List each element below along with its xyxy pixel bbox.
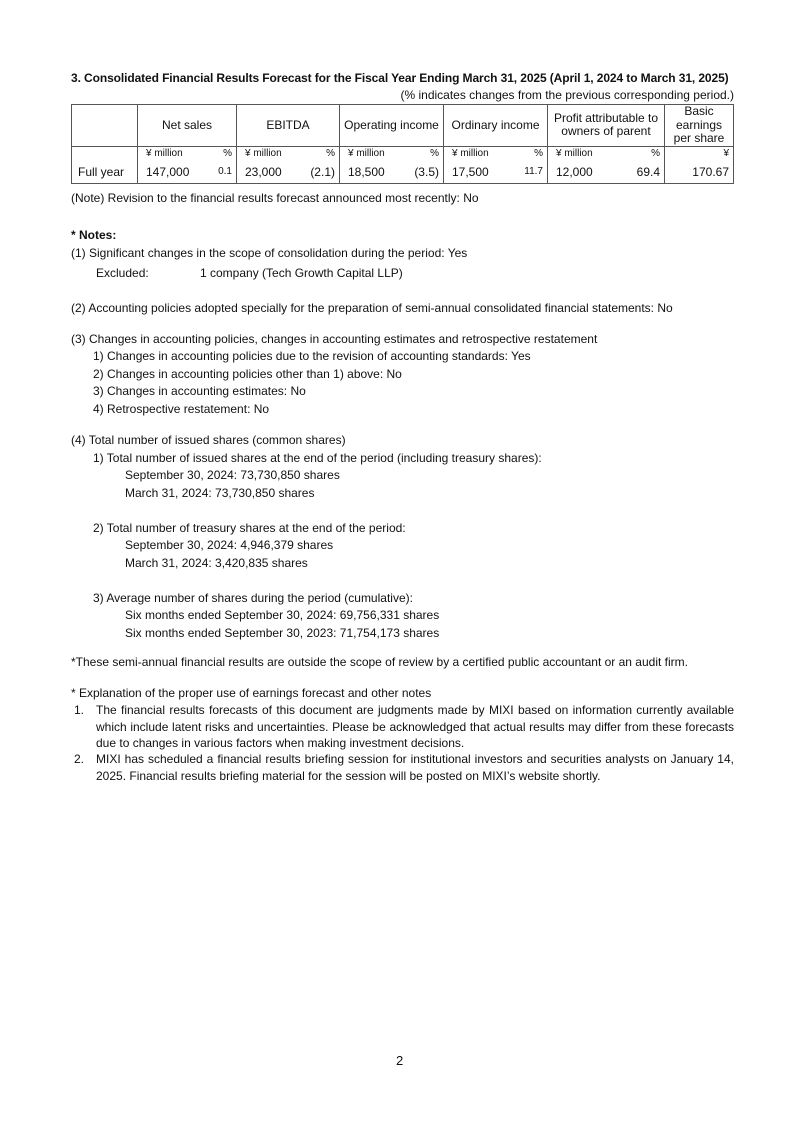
notes-heading: * Notes:	[71, 228, 117, 242]
header-profit-attributable: Profit attributable to owners of parent	[548, 105, 665, 147]
treasury-shares-label: 2) Total number of treasury shares at the end of the period:	[93, 521, 406, 535]
explanation-item-1-number: 1.	[74, 703, 85, 717]
ebitda-pct: (2.1)	[301, 161, 340, 184]
operating-income-value: 18,500	[340, 161, 404, 184]
header-basic-eps: Basic earnings per share	[665, 105, 734, 147]
row-label: Full year	[72, 161, 138, 184]
note-item-4: (4) Total number of issued shares (common shares)	[71, 433, 346, 447]
unit-amount: ¥ million	[548, 146, 624, 161]
excluded-label: Excluded:	[96, 266, 149, 280]
header-net-sales: Net sales	[138, 105, 237, 147]
forecast-table	[71, 104, 734, 184]
unit-amount: ¥ million	[340, 146, 404, 161]
average-shares-label: 3) Average number of shares during the period (cumulative):	[93, 591, 413, 605]
ordinary-income-pct: 11.7	[508, 161, 548, 184]
section-title: 3. Consolidated Financial Results Forecast for the Fiscal Year Ending March 31, 2025 (April 1, 2024 to March 31, 2025)	[71, 71, 729, 85]
header-ordinary-income: Ordinary income	[444, 105, 548, 147]
units-blank	[72, 146, 138, 161]
net-sales-pct: 0.1	[202, 161, 237, 184]
average-shares-current: Six months ended September 30, 2024: 69,756,331 shares	[125, 608, 440, 622]
note-item-3-sub-4: 4) Retrospective restatement: No	[93, 402, 270, 416]
revision-note: (Note) Revision to the financial results forecast announced most recently: No	[71, 191, 479, 205]
treasury-shares-current: September 30, 2024: 4,946,379 shares	[125, 538, 334, 552]
header-operating-income: Operating income	[340, 105, 444, 147]
unit-amount: ¥ million	[444, 146, 508, 161]
explanation-heading: * Explanation of the proper use of earnings forecast and other notes	[71, 686, 432, 700]
table-header-row	[72, 105, 734, 147]
treasury-shares-prior: March 31, 2024: 3,420,835 shares	[125, 556, 308, 570]
ordinary-income-value: 17,500	[444, 161, 508, 184]
unit-pct: %	[202, 146, 237, 161]
explanation-item-2-text: MIXI has scheduled a financial results briefing session for institutional investors and securities analysts on January 14, 2025. Financial results briefing material for the session will be posted on MIXI’s website shortly.	[96, 752, 734, 783]
note-item-3-sub-1: 1) Changes in accounting policies due to the revision of accounting standards: Yes	[93, 349, 531, 363]
unit-amount: ¥ million	[237, 146, 301, 161]
unit-eps: ¥	[665, 146, 734, 161]
unit-pct: %	[624, 146, 665, 161]
issued-shares-current: September 30, 2024: 73,730,850 shares	[125, 468, 340, 482]
note-item-1: (1) Significant changes in the scope of consolidation during the period: Yes	[71, 246, 468, 260]
issued-shares-prior: March 31, 2024: 73,730,850 shares	[125, 486, 315, 500]
operating-income-pct: (3.5)	[404, 161, 444, 184]
note-item-2: (2) Accounting policies adopted specially for the preparation of semi-annual consolidated financial statements: No	[71, 301, 673, 315]
table-units-row	[72, 146, 734, 161]
note-item-3-sub-3: 3) Changes in accounting estimates: No	[93, 384, 306, 398]
header-blank	[72, 105, 138, 147]
page-number: 2	[396, 1053, 404, 1068]
unit-amount: ¥ million	[138, 146, 202, 161]
ebitda-value: 23,000	[237, 161, 301, 184]
unit-pct: %	[301, 146, 340, 161]
explanation-item-1-text: The financial results forecasts of this document are judgments made by MIXI based on information currently available which include latent risks and uncertainties. Please be acknowledged that actual results may differ from these forecasts due to changes in various factors when making investment decisions.	[96, 703, 734, 750]
header-ebitda: EBITDA	[237, 105, 340, 147]
basic-eps-value: 170.67	[665, 161, 734, 184]
table-row-full-year	[72, 161, 734, 184]
explanation-item-2-number: 2.	[74, 752, 85, 766]
average-shares-prior: Six months ended September 30, 2023: 71,754,173 shares	[125, 626, 440, 640]
issued-shares-label: 1) Total number of issued shares at the end of the period (including treasury shares):	[93, 451, 542, 465]
excluded-value: 1 company (Tech Growth Capital LLP)	[200, 266, 403, 280]
review-note: *These semi-annual financial results are outside the scope of review by a certified public accountant or an audit firm.	[71, 655, 688, 669]
section-subtitle: (% indicates changes from the previous corresponding period.)	[400, 88, 734, 102]
unit-pct: %	[508, 146, 548, 161]
note-item-3: (3) Changes in accounting policies, changes in accounting estimates and retrospective restatement	[71, 332, 598, 346]
unit-pct: %	[404, 146, 444, 161]
profit-attributable-pct: 69.4	[624, 161, 665, 184]
net-sales-value: 147,000	[138, 161, 202, 184]
note-item-3-sub-2: 2) Changes in accounting policies other than 1) above: No	[93, 367, 402, 381]
profit-attributable-value: 12,000	[548, 161, 624, 184]
